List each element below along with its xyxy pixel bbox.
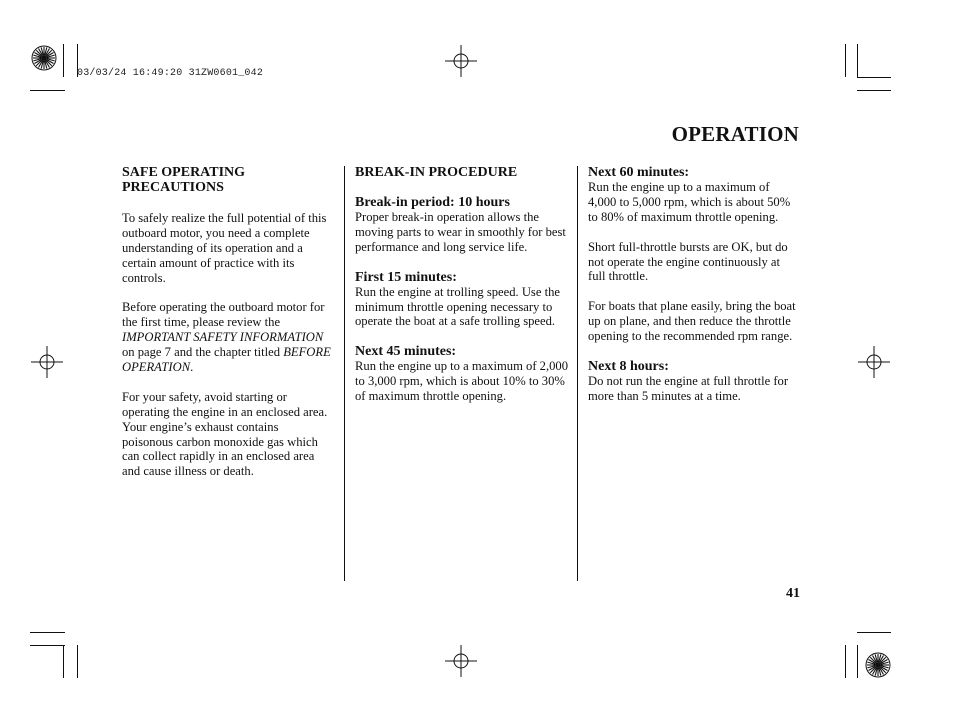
heading-safe-operating xyxy=(122,165,332,195)
break-in-section xyxy=(588,359,800,404)
section-title: OPERATION xyxy=(671,122,799,146)
subheading: Next 45 minutes: xyxy=(355,344,457,360)
heading-break-in-procedure: BREAK-IN PROCEDURE xyxy=(355,165,518,180)
crosshair-target-bottom xyxy=(445,645,477,677)
subheading: First 15 minutes: xyxy=(355,269,457,285)
break-in-section xyxy=(355,270,569,330)
crosshair-target-left xyxy=(31,346,63,378)
paragraph-carbon-monoxide: For your safety, avoid starting or operating the engine in an enclosed area. Your engine’s exhaust contains poisonous carbon monoxide gas which can collect rapidly in an enclosed area and cause illness or death. xyxy=(122,389,328,479)
crosshair-target-right xyxy=(858,346,890,378)
paragraph-full-throttle-bursts: Short full-throttle bursts are OK, but do not operate the engine continuously at full throttle. xyxy=(588,239,788,284)
para-text: Before operating the outboard motor for the first time, please review the xyxy=(122,300,325,330)
heading-line-1: SAFE OPERATING xyxy=(122,165,246,180)
subheading: Break-in period: 10 hours xyxy=(355,195,510,210)
section-text: Proper break-in operation allows the moving parts to wear in smoothly for best performance and long service life. xyxy=(355,210,566,254)
break-in-section xyxy=(355,344,569,404)
link-before-operation: BEFORE OPERATION xyxy=(122,345,331,375)
column-safe-operating xyxy=(122,165,332,494)
subheading-next-8: Next 8 hours: xyxy=(588,358,669,374)
column-divider-1 xyxy=(344,166,345,581)
crosshair-target-top xyxy=(445,45,477,77)
section-text: Do not run the engine at full throttle for more than 5 minutes at a time. xyxy=(588,373,789,403)
print-job-stamp: 03/03/24 16:49:20 31ZW0601_042 xyxy=(77,68,264,79)
section-text: Run the engine up to a maximum of 2,000 to 3,000 rpm, which is about 10% to 30% of maximum throttle opening. xyxy=(355,359,569,404)
subheading-next-60: Next 60 minutes: xyxy=(588,165,690,180)
column-divider-2 xyxy=(577,166,578,581)
registration-starburst-bottom-right xyxy=(863,650,893,680)
registration-starburst-top-left xyxy=(29,43,59,73)
paragraph-review-safety xyxy=(122,300,332,375)
paragraph-full-potential: To safely realize the full potential of this outboard motor, you need a complete understanding of its operation and a certain amount of practice with its controls. xyxy=(122,211,327,285)
section-text: Run the engine up to a maximum of 4,000 to 5,000 rpm, which is about 50% to 80% of maximum throttle opening. xyxy=(588,180,791,224)
para-text: on page 7 and the chapter titled xyxy=(122,345,281,360)
paragraph-planing-boats: For boats that plane easily, bring the boat up on plane, and then reduce the throttle opening to the recommended rpm range. xyxy=(588,299,796,344)
section-text: Run the engine at trolling speed. Use the minimum throttle opening necessary to operate the boat at a safe trolling speed. xyxy=(355,284,560,329)
column-break-in xyxy=(355,165,569,419)
break-in-section xyxy=(588,165,800,225)
para-text: . xyxy=(190,360,194,375)
column-continued xyxy=(588,165,800,419)
heading-line-2: PRECAUTIONS xyxy=(122,180,224,195)
break-in-section xyxy=(355,195,569,255)
page-number: 41 xyxy=(786,586,800,601)
link-important-safety-info: IMPORTANT SAFETY INFORMATION xyxy=(122,330,324,345)
